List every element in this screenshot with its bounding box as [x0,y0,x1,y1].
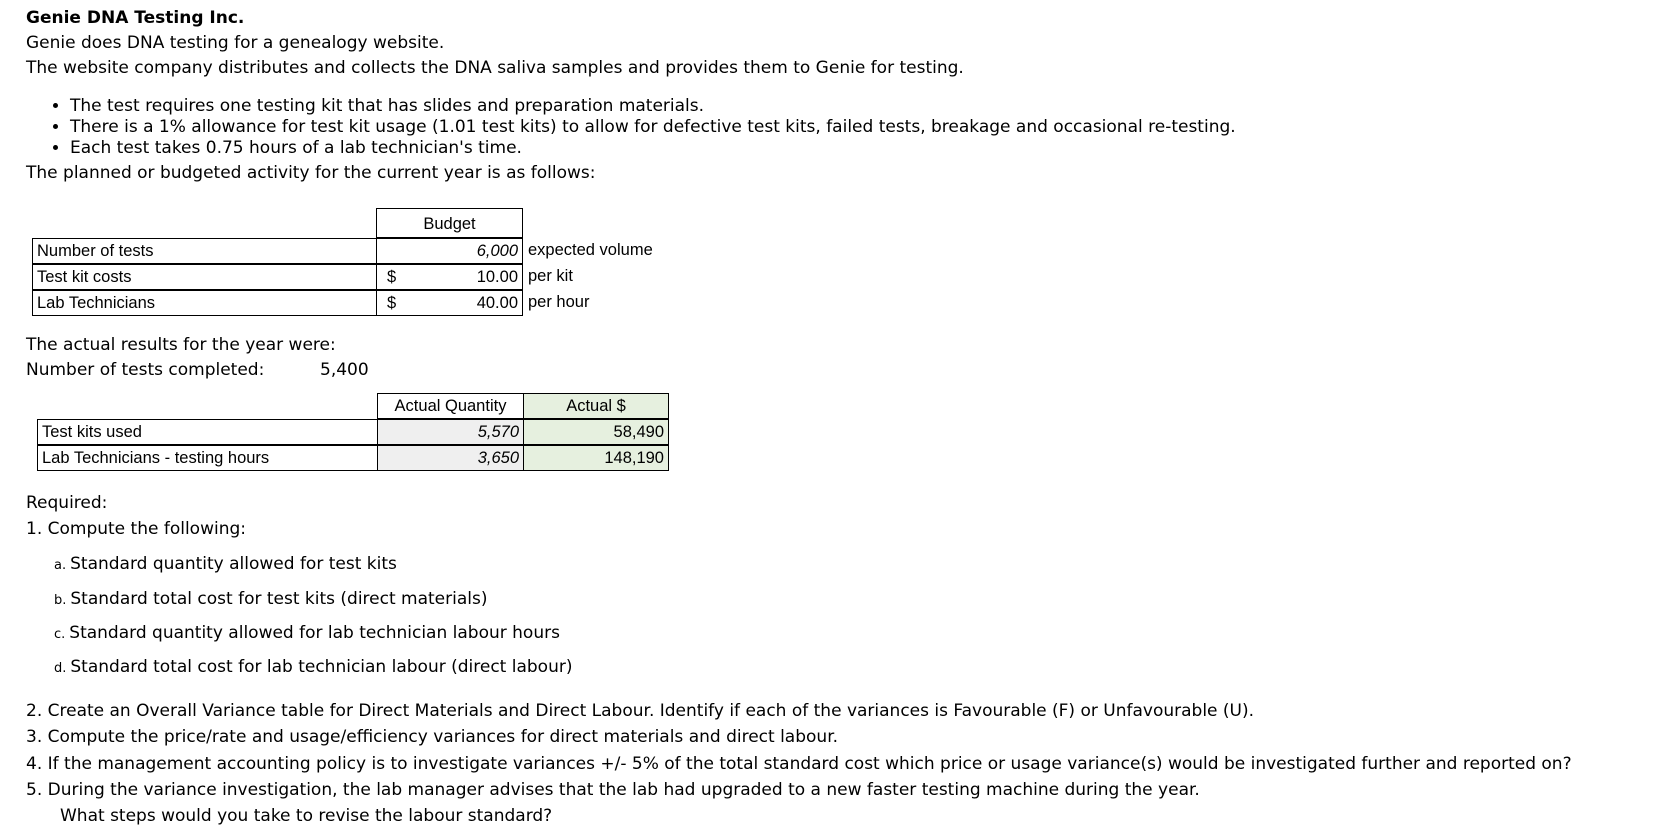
question-4: 4. If the management accounting policy is to investigate variances +/- 5% of the total standard cost which price or usage variance(s) would be investigated further and reported on? [26,754,1572,774]
question-1: 1. Compute the following: [26,519,247,539]
list-item: • The test requires one testing kit that has slides and preparation materials. [70,96,1236,117]
budget-value: $ 40.00 [376,290,523,316]
requirements-bullet-list [44,96,1236,159]
sub-question-a: a. Standard quantity allowed for test kits [54,554,397,574]
budget-value: 6,000 [376,238,523,264]
actual-cost-value: 58,490 [523,419,669,445]
budget-note: per kit [528,267,573,285]
actual-quantity-value: 3,650 [377,445,524,471]
actual-quantity-header: Actual Quantity [377,393,524,419]
table-row-label: Test kit costs [32,264,376,290]
budget-intro: The planned or budgeted activity for the current year is as follows: [26,163,596,183]
table-row-label: Number of tests [32,238,376,264]
currency-symbol: $ [387,294,397,312]
required-label: Required: [26,493,108,513]
intro-line-2: The website company distributes and collects the DNA saliva samples and provides them to Genie for testing. [26,58,964,78]
question-3: 3. Compute the price/rate and usage/efficiency variances for direct materials and direct labour. [26,727,839,747]
sub-question-d: d. Standard total cost for lab technician labour (direct labour) [54,657,573,677]
tests-completed-value: 5,400 [320,360,369,380]
intro-line-1: Genie does DNA testing for a genealogy website. [26,33,445,53]
document-title: Genie DNA Testing Inc. [26,8,245,28]
budget-note: per hour [528,293,590,311]
question-5-continued: What steps would you take to revise the labour standard? [60,806,553,826]
list-item: • Each test takes 0.75 hours of a lab technician's time. [70,138,1236,159]
table-row-label: Lab Technicians [32,290,376,316]
table-row-label: Test kits used [37,419,377,445]
question-5: 5. During the variance investigation, the lab manager advises that the lab had upgraded to a new faster testing machine during the year. [26,780,1200,800]
actual-intro: The actual results for the year were: [26,335,336,355]
table-row-label: Lab Technicians - testing hours [37,445,377,471]
currency-symbol: $ [387,268,397,286]
question-2: 2. Create an Overall Variance table for Direct Materials and Direct Labour. Identify if each of the variances is Favourable (F) or Unfavourable (U). [26,701,1255,721]
sub-question-b: b. Standard total cost for test kits (direct materials) [54,589,488,609]
sub-question-c: c. Standard quantity allowed for lab technician labour hours [54,623,560,643]
budget-value: $ 10.00 [376,264,523,290]
actual-cost-header: Actual $ [523,393,669,419]
list-item: • There is a 1% allowance for test kit usage (1.01 test kits) to allow for defective test kits, failed tests, breakage and occasional re-testing. [70,117,1236,138]
budget-header: Budget [376,208,523,238]
actual-cost-value: 148,190 [523,445,669,471]
budget-note: expected volume [528,241,653,259]
tests-completed-label: Number of tests completed: [26,360,265,380]
actual-quantity-value: 5,570 [377,419,524,445]
